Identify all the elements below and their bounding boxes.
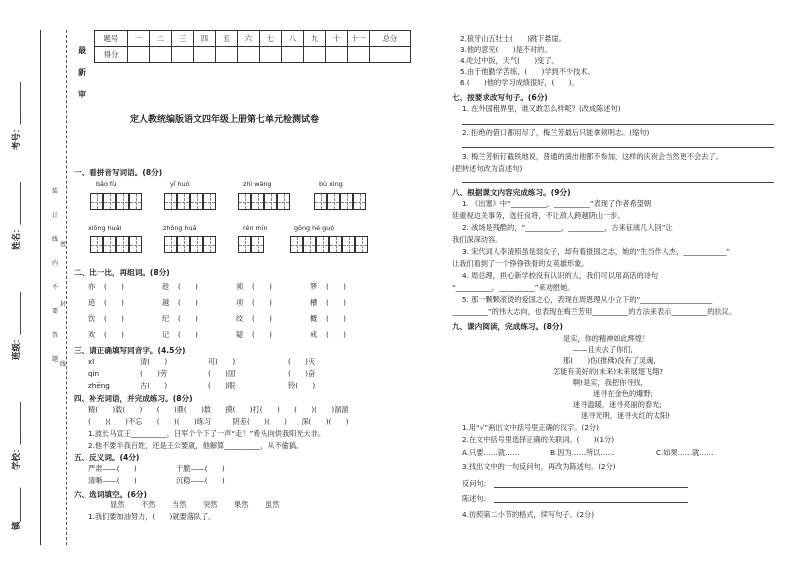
recall-question: “__________，__________”来劝慰她。 (452, 283, 575, 292)
fill-question: 2.狼牙山五壮士( )跳下悬崖。 (460, 34, 566, 43)
score-cell[interactable] (348, 47, 370, 63)
poem-line: 迷寻在金色的爆野; (593, 389, 653, 398)
homophone-row: xī 清( ) 可( ) ( )灭 (88, 357, 316, 366)
compare-row: 迹 ( ) 越 ( ) 项 ( ) 槽 ( ) (88, 298, 346, 307)
score-cell[interactable] (370, 47, 411, 63)
answer-line[interactable] (462, 147, 774, 148)
score-cell[interactable] (282, 47, 304, 63)
answer-line[interactable] (494, 502, 688, 503)
fill-question: 3.他的意见( )是不对的。 (460, 45, 552, 54)
score-header-cell: 六 (238, 31, 260, 47)
answer-line[interactable] (494, 487, 688, 488)
rewrite-question: 2. 拒绝的借口都用尽了，梅兰芳最后只能拿须明志。(缩句) (462, 128, 650, 137)
score-header-row (95, 31, 411, 47)
score-cell[interactable] (128, 47, 150, 63)
poem-line: 迷寻光明，迷寻火红的太阳! (581, 411, 671, 420)
idiom-question: 1.波长马宣王__________，日军个个下了一声“走！”希头向供我阳光大非。 (88, 429, 326, 438)
answer-label-question: 反问句: (462, 479, 486, 488)
school-label: 学校：__________ (12, 401, 22, 470)
score-cell[interactable] (260, 47, 282, 63)
fill-question: 1.我们要加油努力，( )就要落队了。 (88, 512, 216, 521)
section7-heading: 七、按要求改写句子。(6分) (452, 93, 548, 102)
class-label: 班级：__________ (12, 291, 22, 360)
section4-heading: 四、补充词语，并完成练习。(8分) (74, 394, 193, 403)
reading-question: 4.仿照第二小节的格式，续写句子。(2分) (462, 510, 595, 519)
section2-heading: 二、比一比，再组词。(8分) (74, 268, 170, 277)
score-cell[interactable] (304, 47, 326, 63)
section5-heading: 五、反义词。(4分) (74, 453, 140, 462)
homophone-row: qín ( )劳 ( )国 ( )奋 (88, 369, 316, 378)
score-cell[interactable] (326, 47, 348, 63)
binding-line-outer (40, 30, 41, 545)
section6-heading: 六、选词填空。(6分) (74, 490, 147, 499)
compare-row: 饮 ( ) 纪 ( ) 纹 ( ) 概 ( ) (88, 314, 346, 323)
score-header-cell: 九 (304, 31, 326, 47)
score-table (94, 30, 411, 63)
answer-label-statement: 陈述句: (462, 494, 486, 503)
section8-heading: 八、根据课文内容完成练习。(9分) (452, 188, 571, 197)
cut-notice: 装 订 线 内 不 要 答 题 (52, 188, 59, 363)
compare-row: 亦 ( ) 趁 ( ) 须 ( ) 梦 ( ) (88, 282, 346, 291)
pinyin-label: xiōng huái (88, 224, 122, 232)
score-header-cell: 三 (172, 31, 194, 47)
score-header-cell: 八 (282, 31, 304, 47)
score-side-label: 最 新 审 (78, 46, 86, 99)
poem-line: 啊!是实，我把你寻找， (573, 378, 648, 387)
pinyin-label: zhōng huá (163, 224, 197, 232)
rewrite-question: 1. 在外国租界里，谁又敢怎么样呢？(改成陈述句) (462, 104, 621, 113)
pinyin-label: yī huò (170, 180, 190, 188)
score-cell[interactable] (216, 47, 238, 63)
recall-question: 我们深深动容。 (452, 235, 503, 244)
poem-line: 迷寻温暖，迷寻亮丽的春光; (573, 400, 662, 409)
score-cell[interactable] (194, 47, 216, 63)
reading-question: 3.找出文中的一句反问句，再改为陈述句。(2分) (462, 462, 616, 471)
section3-heading: 三、请正确填写同音字。(4.5分) (74, 346, 186, 355)
fill-question: 5.由于他勤学苦练，( )学到不少技术。 (460, 67, 595, 76)
pinyin-label: gōng hé guó (294, 224, 335, 232)
recall-question: __________”的伟大志向，也表现在梅兰芳用__________的方法来表示__________的抗议。 (452, 307, 737, 316)
homophone-row: zhēng 古( ) ( )眼 铃( ) (88, 381, 316, 390)
score-row-label: 得分 (95, 47, 128, 63)
section9-heading: 九、课内阅读，完成练习。(8分) (452, 322, 563, 331)
pinyin-label: rén mín (243, 224, 268, 232)
score-header-cell: 总分 (370, 31, 411, 47)
score-header-cell: 题号 (95, 31, 128, 47)
answer-line[interactable] (462, 182, 774, 183)
fill-question: 6.( )他的学习成绩很好，( )。 (460, 78, 579, 87)
score-value-row (95, 47, 411, 63)
score-header-cell: 十一 (348, 31, 370, 47)
score-cell[interactable] (172, 47, 194, 63)
rewrite-question: 3. 梅兰芳斩钉截铁地说，普通的演出他都不参加，这样的庆祝会当然更不会去了。 (462, 152, 723, 161)
rewrite-note: (把转述句改为直述句) (452, 164, 523, 173)
fill-question: 4.吃过中饭，天气( )变了。 (460, 56, 559, 65)
score-header-cell: 十 (326, 31, 348, 47)
page-title: 定人教统编版语文四年级上册第七单元检测试卷 (130, 115, 320, 125)
pinyin-label: bù xìng (319, 180, 343, 188)
poem-line: ——且夫去了你们， (573, 345, 638, 354)
recall-question: 廷重视边关事务，选任良将，不让敌人跨越阴山一步。 (452, 211, 625, 220)
score-header-cell: 四 (194, 31, 216, 47)
word-choices: 显然 不然 当然 突然 果然 虽然 (110, 500, 280, 509)
recall-question: 2. 战场是残酷的，“__________，__________，古来征战几人回”让 (462, 223, 673, 232)
compare-row: 欢 ( ) 记 ( ) 疑 ( ) 戒 ( ) (88, 330, 346, 339)
county-label: 镇________ (12, 487, 22, 530)
reading-question: 1.用“√”画出文中括号里正确的汉字。(2分) (462, 423, 599, 432)
answer-line[interactable] (462, 124, 774, 125)
pinyin-label: bǎo fù (96, 180, 117, 188)
section1-heading: 一、看拼音写词语。(8分) (74, 168, 163, 177)
idiom-line: 精( )载( ) ( )鼎( )数 摸( )打( ) ( )( )溜溜 (88, 405, 349, 414)
score-header-cell: 二 (150, 31, 172, 47)
score-header-cell: 七 (260, 31, 282, 47)
recall-question: 5. 那一颗颗滚烫的爱国之心，表现在周恩理从小立下的“____________________ (462, 295, 713, 304)
reading-question: 2.在文中括号里选择正确的关联词。( )(1分) (462, 435, 615, 444)
idiom-line: ( )( )不忘 ( )( )练习 阴差( )( ) 深( )( ) (88, 417, 349, 426)
name-label: 姓名：__________ (12, 181, 22, 250)
score-cell[interactable] (238, 47, 260, 63)
examno-label: 考号：__________ (12, 81, 22, 150)
recall-question: 让我们看到了一个铮铮铁骨的女英雄形象。 (452, 259, 589, 268)
poem-line: 怎能有美好的(未来)未来展翅飞翔? (553, 367, 664, 376)
poem-line: 是实，你的精神如此辉煌！ (563, 334, 650, 343)
score-header-cell: 一 (128, 31, 150, 47)
option-row: A.只要……就…… B.因为……所以…… C.如果……就…… (462, 448, 714, 457)
seal-line-chars: 密 封 线 (60, 241, 67, 368)
score-header-cell: 五 (216, 31, 238, 47)
recall-question: 4. 周总理，担心新学校没有认识的人，我们可以用高话的诗句 (462, 271, 659, 280)
antonym-row: 清晰——( ) 沉稳——( ) (88, 476, 225, 485)
recall-question: 3. 宋代词人李清照虽是弱女子，却有着报国之志，她的“生当作人杰，____________” (462, 247, 731, 256)
recall-question: 1. 《出塞》中“__________，__________”表现了作者希望朝 (462, 199, 652, 208)
score-cell[interactable] (150, 47, 172, 63)
idiom-question: 2.他不要半我百姓，还是王公要就，他解算__________，从不偷搞。 (88, 441, 304, 450)
pinyin-label: zhì wàng (243, 180, 272, 188)
poem-line: 那( )伤(推佛)没有了灵魂， (563, 356, 661, 365)
antonym-row: 严肃——( ) 干脆——( ) (88, 464, 225, 473)
